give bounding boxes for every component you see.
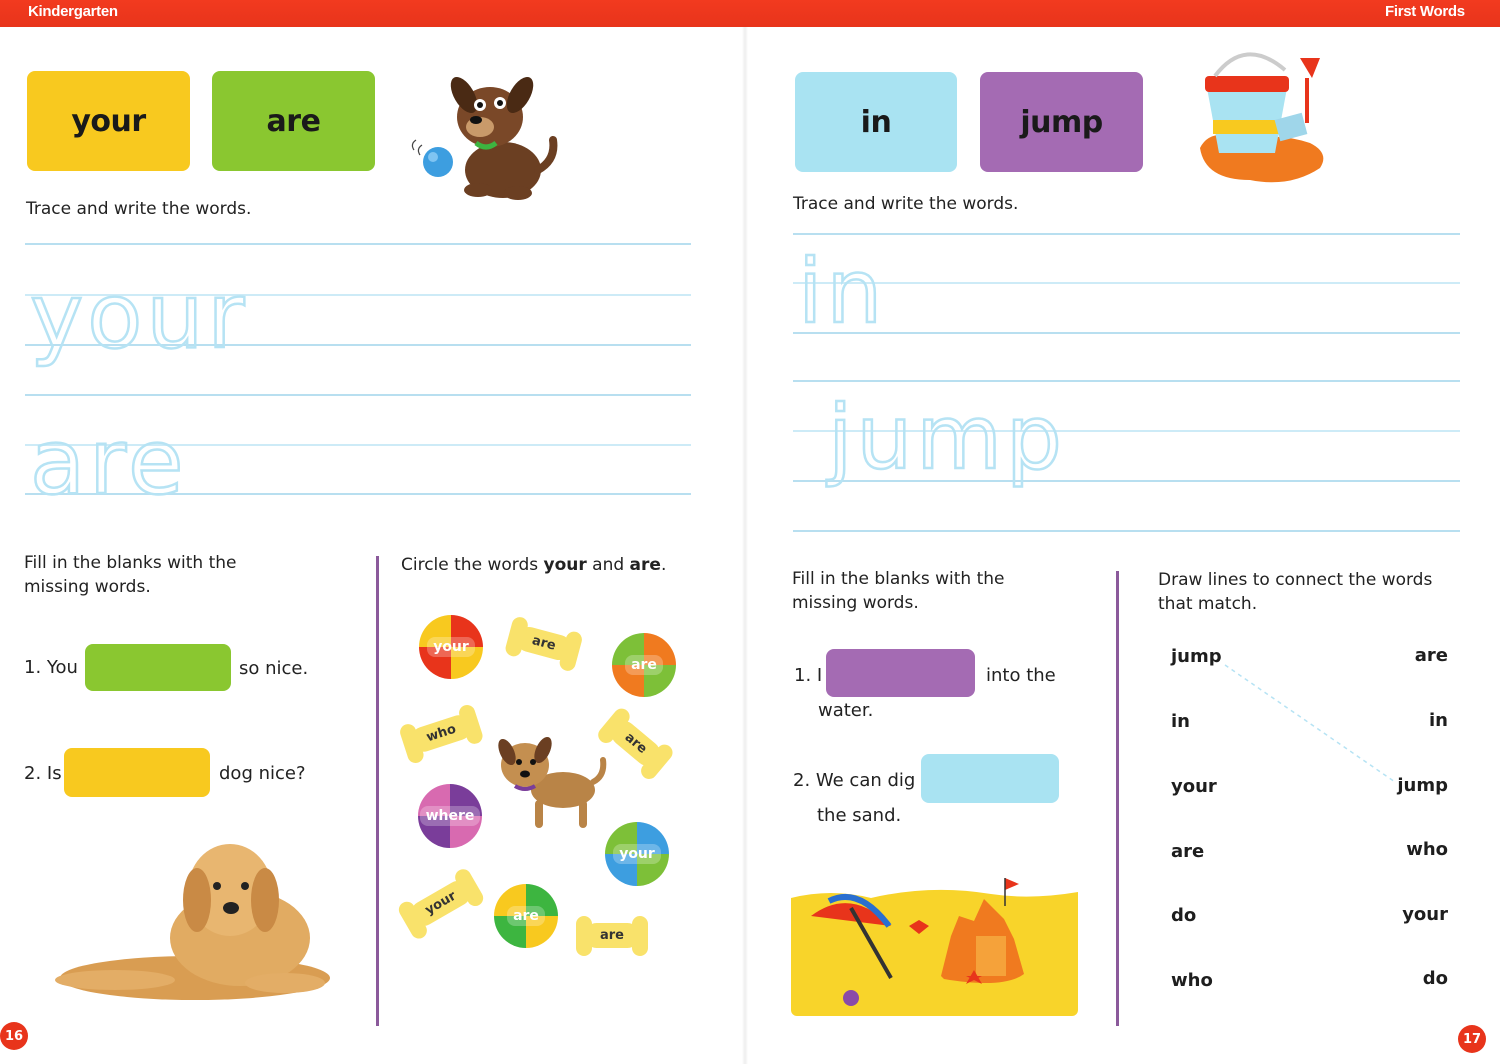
blank-answer-1[interactable]: [826, 649, 975, 697]
match-left-word[interactable]: are: [1171, 841, 1205, 862]
trace-instruction: Trace and write the words.: [793, 194, 1019, 214]
sentence-2-line2: the sand.: [817, 805, 902, 826]
sentence-2-start: 2. We can dig: [793, 770, 916, 791]
match-left-word[interactable]: who: [1171, 970, 1213, 991]
bone-word[interactable]: are: [584, 920, 640, 950]
match-left-word[interactable]: do: [1171, 905, 1197, 926]
blank-answer-2[interactable]: [64, 748, 210, 797]
page-number-left: 16: [0, 1022, 28, 1050]
sentence-1-start: 1. You: [24, 657, 78, 678]
section-divider: [1116, 571, 1119, 1026]
match-right-word[interactable]: who: [1406, 839, 1448, 860]
circle-instruction: Circle the words your and are.: [401, 555, 667, 575]
trace-word-in[interactable]: in: [798, 240, 887, 343]
trace-line: [793, 530, 1460, 532]
beach-sandcastle-illustration: [791, 866, 1078, 1016]
sand-bucket-illustration: [1195, 48, 1335, 188]
page-number-right: 17: [1458, 1025, 1486, 1053]
puppy-photo: [45, 828, 335, 1003]
trace-instruction: Trace and write the words.: [26, 199, 252, 219]
sentence-1-line2: water.: [818, 700, 874, 721]
ball-word[interactable]: your: [605, 822, 669, 886]
section-divider: [376, 556, 379, 1026]
match-right-word[interactable]: jump: [1397, 775, 1448, 796]
bone-word[interactable]: are: [513, 621, 575, 664]
word-card-in: in: [795, 72, 957, 172]
blank-answer-2[interactable]: [921, 754, 1059, 803]
fill-instruction: Fill in the blanks with the missing words.: [24, 553, 237, 597]
header-bar: [0, 0, 1500, 27]
trace-word-are[interactable]: are: [30, 410, 188, 515]
word-card-your: your: [27, 71, 190, 171]
ball-word[interactable]: where: [418, 784, 482, 848]
bone-word[interactable]: are: [605, 714, 667, 773]
match-right-word[interactable]: your: [1402, 904, 1448, 925]
page-gutter: [742, 27, 748, 1064]
bone-word[interactable]: who: [407, 709, 475, 757]
trace-line: [25, 394, 691, 396]
trace-line: [793, 233, 1460, 235]
trace-line: [793, 282, 1460, 284]
match-left-word[interactable]: your: [1171, 776, 1217, 797]
sentence-1-end: into the: [986, 665, 1056, 686]
ball-word[interactable]: your: [419, 615, 483, 679]
trace-line: [793, 380, 1460, 382]
sentence-1-end: so nice.: [239, 658, 309, 679]
bone-word[interactable]: your: [405, 874, 476, 933]
ball-word[interactable]: are: [612, 633, 676, 697]
match-instruction: Draw lines to connect the words that match.: [1158, 570, 1433, 614]
header-left-label: Kindergarten: [28, 3, 118, 20]
sentence-1-start: 1. I: [794, 665, 823, 686]
match-right-word[interactable]: are: [1414, 645, 1448, 666]
word-card-jump: jump: [980, 72, 1143, 172]
sentence-2-start: 2. Is: [24, 763, 62, 784]
header-right-label: First Words: [1385, 3, 1465, 20]
trace-word-jump[interactable]: jump: [828, 386, 1066, 489]
connector-line-dotted: [1220, 660, 1420, 790]
match-right-word[interactable]: in: [1429, 710, 1448, 731]
word-card-are: are: [212, 71, 375, 171]
sentence-2-end: dog nice?: [219, 763, 306, 784]
blank-answer-1[interactable]: [85, 644, 231, 691]
trace-line: [25, 243, 691, 245]
match-left-word[interactable]: in: [1171, 711, 1190, 732]
small-dog-illustration: [493, 730, 608, 835]
match-left-word[interactable]: jump: [1171, 646, 1222, 667]
match-right-word[interactable]: do: [1422, 968, 1448, 989]
fill-instruction: Fill in the blanks with the missing words.: [792, 569, 1005, 613]
trace-line: [793, 332, 1460, 334]
ball-word[interactable]: are: [494, 884, 558, 948]
trace-word-your[interactable]: your: [30, 264, 249, 369]
cartoon-dog-illustration: [408, 55, 558, 200]
